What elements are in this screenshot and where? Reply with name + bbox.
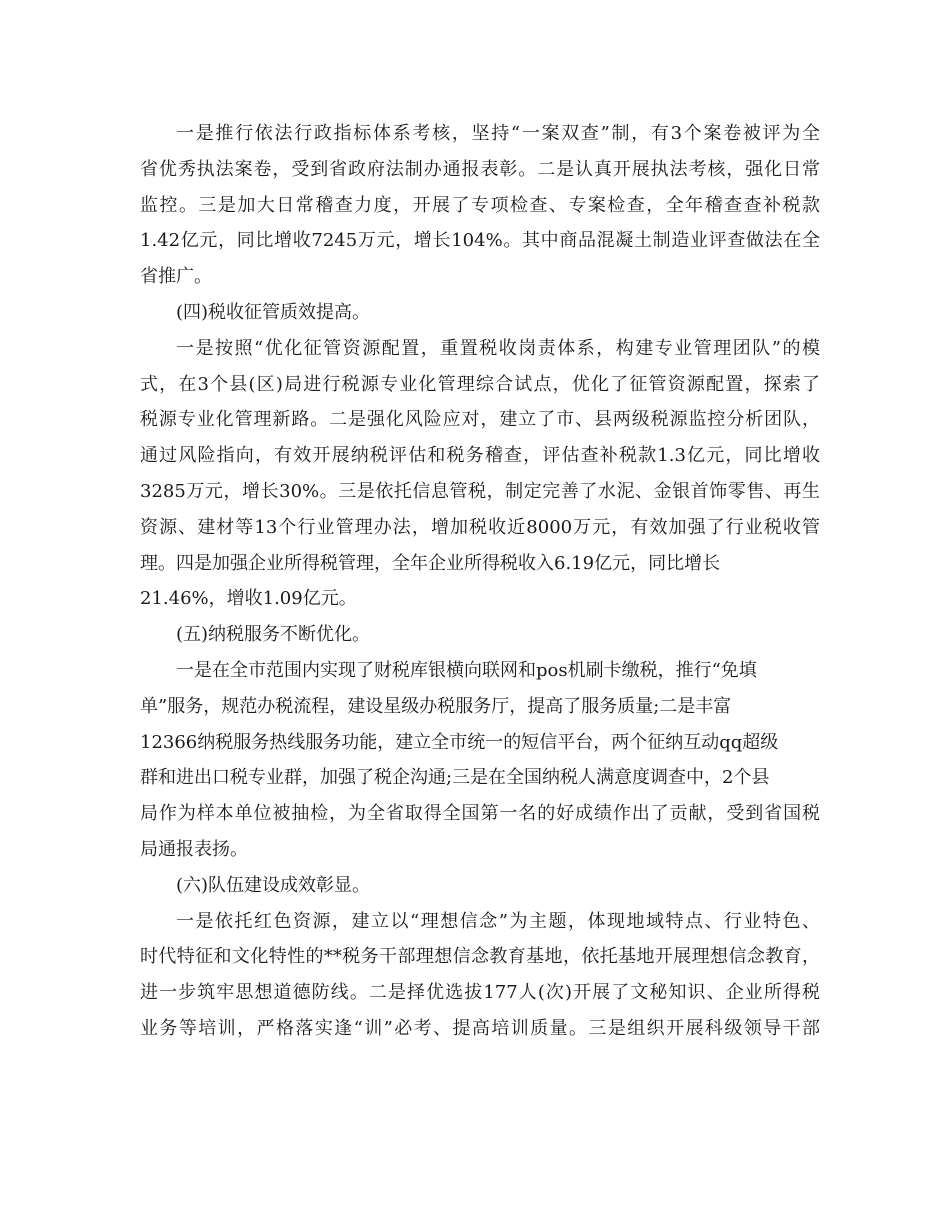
paragraph-line: 省优秀执法案卷，受到省政府法制办通报表彰。二是认真开展执法考核，强化日常 (140, 158, 820, 180)
paragraph-line: 进一步筑牢思想道德防线。二是择优选拔177人(次)开展了文秘知识、企业所得税 (140, 982, 820, 1004)
paragraph-line: 群和进出口税专业群，加强了税企沟通;三是在全国纳税人满意度调查中，2个县 (140, 767, 770, 789)
paragraph-line: 12366纳税服务热线服务功能，建立全市统一的短信平台，两个征纳互动qq超级 (140, 731, 779, 753)
paragraph-line: 一是推行依法行政指标体系考核，坚持“一案双查”制，有3个案卷被评为全 (176, 123, 820, 144)
paragraph-line: 监控。三是加大日常稽查力度，开展了专项检查、专案检查，全年稽查查补税款 (140, 194, 820, 216)
paragraph-line: 1.42亿元，同比增收7245万元，增长104%。其中商品混凝土制造业评查做法在全 (140, 230, 820, 252)
paragraph-line: 局通报表扬。 (140, 838, 248, 860)
paragraph-line: 资源、建材等13个行业管理办法，增加税收近8000万元，有效加强了行业税收管 (140, 516, 820, 538)
paragraph-line: 一是在全市范围内实现了财税库银横向联网和pos机刷卡缴税，推行“免填 (176, 659, 757, 681)
section-heading: (五)纳税服务不断优化。 (176, 624, 371, 646)
paragraph-line: 局作为样本单位被抽检，为全省取得全国第一名的好成绩作出了贡献，受到省国税 (140, 803, 820, 825)
paragraph-line: 单”服务，规范办税流程，建设星级办税服务厅，提高了服务质量;二是丰富 (140, 695, 732, 717)
paragraph-line: 时代特征和文化特性的**税务干部理想信念教育基地，依托基地开展理想信念教育， (140, 946, 820, 968)
paragraph-line: 一是按照“优化征管资源配置，重置税收岗责体系，构建专业管理团队”的模 (176, 337, 820, 359)
section-heading: (四)税收征管质效提高。 (176, 301, 371, 323)
paragraph-line: 21.46%，增收1.09亿元。 (140, 588, 357, 610)
body-text (140, 116, 820, 1047)
paragraph-line: 省推广。 (140, 266, 212, 288)
paragraph-line: 理。四是加强企业所得税管理，全年企业所得税收入6.19亿元，同比增长 (140, 552, 721, 574)
paragraph-line: 通过风险指向，有效开展纳税评估和税务稽查，评估查补税款1.3亿元，同比增收 (140, 445, 820, 467)
section-heading: (六)队伍建设成效彰显。 (176, 874, 371, 896)
paragraph-line: 业务等培训，严格落实逢“训”必考、提高培训质量。三是组织开展科级领导干部 (140, 1017, 820, 1039)
paragraph-line: 一是依托红色资源，建立以“理想信念”为主题，体现地域特点、行业特色、 (176, 910, 820, 932)
paragraph-line: 3285万元，增长30%。三是依托信息管税，制定完善了水泥、金银首饰零售、再生 (140, 480, 820, 502)
paragraph-line: 式，在3个县(区)局进行税源专业化管理综合试点，优化了征管资源配置，探索了 (140, 373, 820, 395)
paragraph-line: 税源专业化管理新路。二是强化风险应对，建立了市、县两级税源监控分析团队， (140, 409, 820, 431)
